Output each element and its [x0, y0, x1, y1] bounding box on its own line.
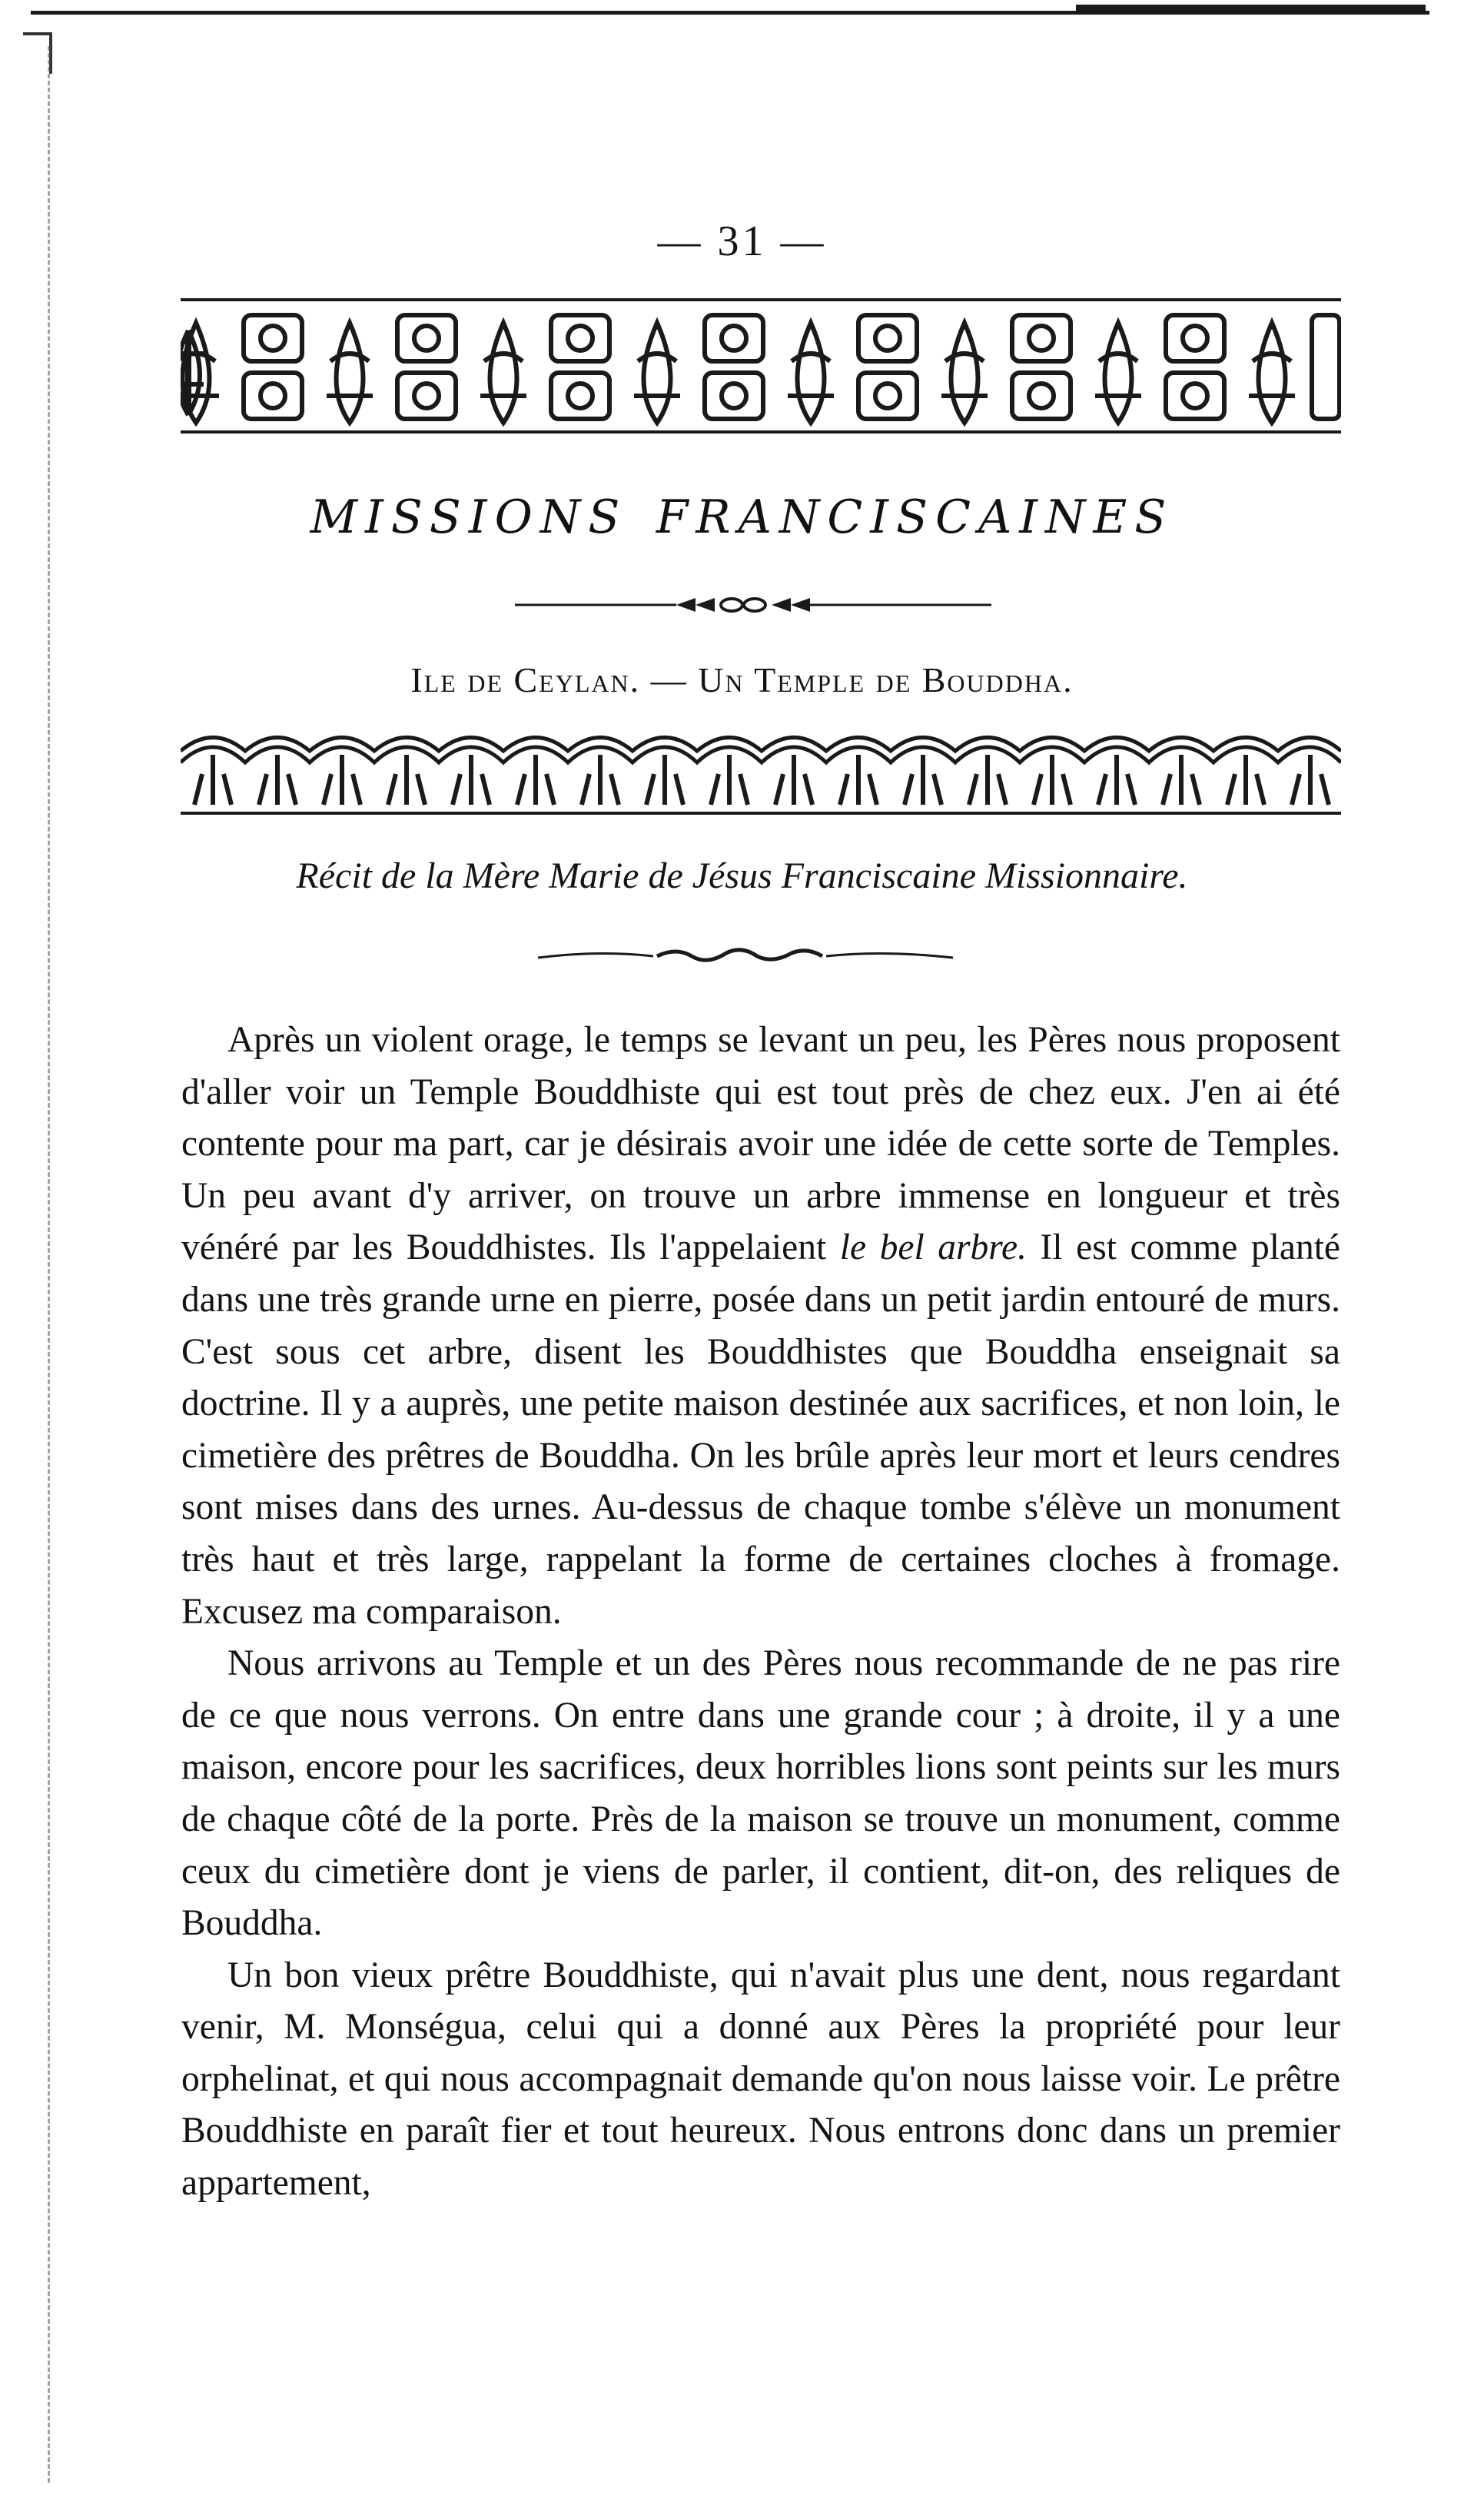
body-paragraph-1 — [181, 1015, 1340, 1638]
paragraph-1-text-a: Après un violent orage, le temps se levant un peu, les Pères nous proposent d'aller voir un Temple Bouddhiste qui est tout près de chez eux. J'en ai été contente pour ma part, car je désirais avoir une idée de cette sorte de Temples. Un peu avant d'y arriver, on trouve un arbre immense en longueur et très vénéré par les Bouddhistes. Ils l'appelaient — [181, 1020, 1340, 1268]
top-edge-shadow — [1076, 5, 1426, 12]
title-divider-ornament — [0, 593, 1484, 616]
floral-ornament-band — [181, 300, 1341, 430]
author-line: Récit de la Mère Marie de Jésus Franciscaine Missionnaire. — [296, 855, 1188, 896]
paragraph-1-text-b: Il est comme planté dans une très grande urne en pierre, posée dans un petit jardin entouré de murs. C'est sous cet arbre, disent les Bouddhistes que Bouddha enseignait sa doctrine. Il y a auprès, une petite maison destinée aux sacrifices, et non loin, le cimetière des prêtres de Bouddha. On les brûle après leur mort et leurs cendres sont mises dans des urnes. Au-dessus de chaque tombe s'élève un monument très haut et très large, rappelant la forme de certaines cloches à fromage. Excusez ma comparaison. — [181, 1227, 1340, 1632]
body-paragraph-3: Un bon vieux prêtre Bouddhiste, qui n'avait plus une dent, nous regardant venir, M. Monségua, celui qui a donné aux Pères la propriété pour leur orphelinat, et qui nous accompagnait demande qu'on nous laisse voir. Le prêtre Bouddhiste en paraît fier et tout heureux. Nous entrons donc dans un premier appartement, — [181, 1955, 1340, 2204]
ornament-band-bottom-rule — [181, 430, 1341, 434]
paragraph-1-italic-phrase: le bel arbre. — [839, 1227, 1027, 1268]
article-body — [181, 1015, 1340, 2210]
arch-ornament-band — [181, 732, 1341, 816]
author-divider-ornament — [0, 944, 1484, 967]
page-number: — 31 — — [657, 218, 827, 265]
left-margin-edge — [48, 46, 50, 2483]
section-title: missions franciscaines — [310, 472, 1174, 549]
article-subtitle: Ile de Ceylan. — Un Temple de Bouddha. — [410, 660, 1074, 699]
body-paragraph-2: Nous arrivons au Temple et un des Pères nous recommande de ne pas rire de ce que nous verrons. On entre dans une grande cour ; à droite, il y a une maison, encore pour les sacrifices, deux horribles lions sont peints sur les murs de chaque côté de la porte. Près de la maison se trouve un monument, comme ceux du cimetière dont je viens de parler, il contient, dit-on, des reliques de Bouddha. — [181, 1643, 1340, 1944]
